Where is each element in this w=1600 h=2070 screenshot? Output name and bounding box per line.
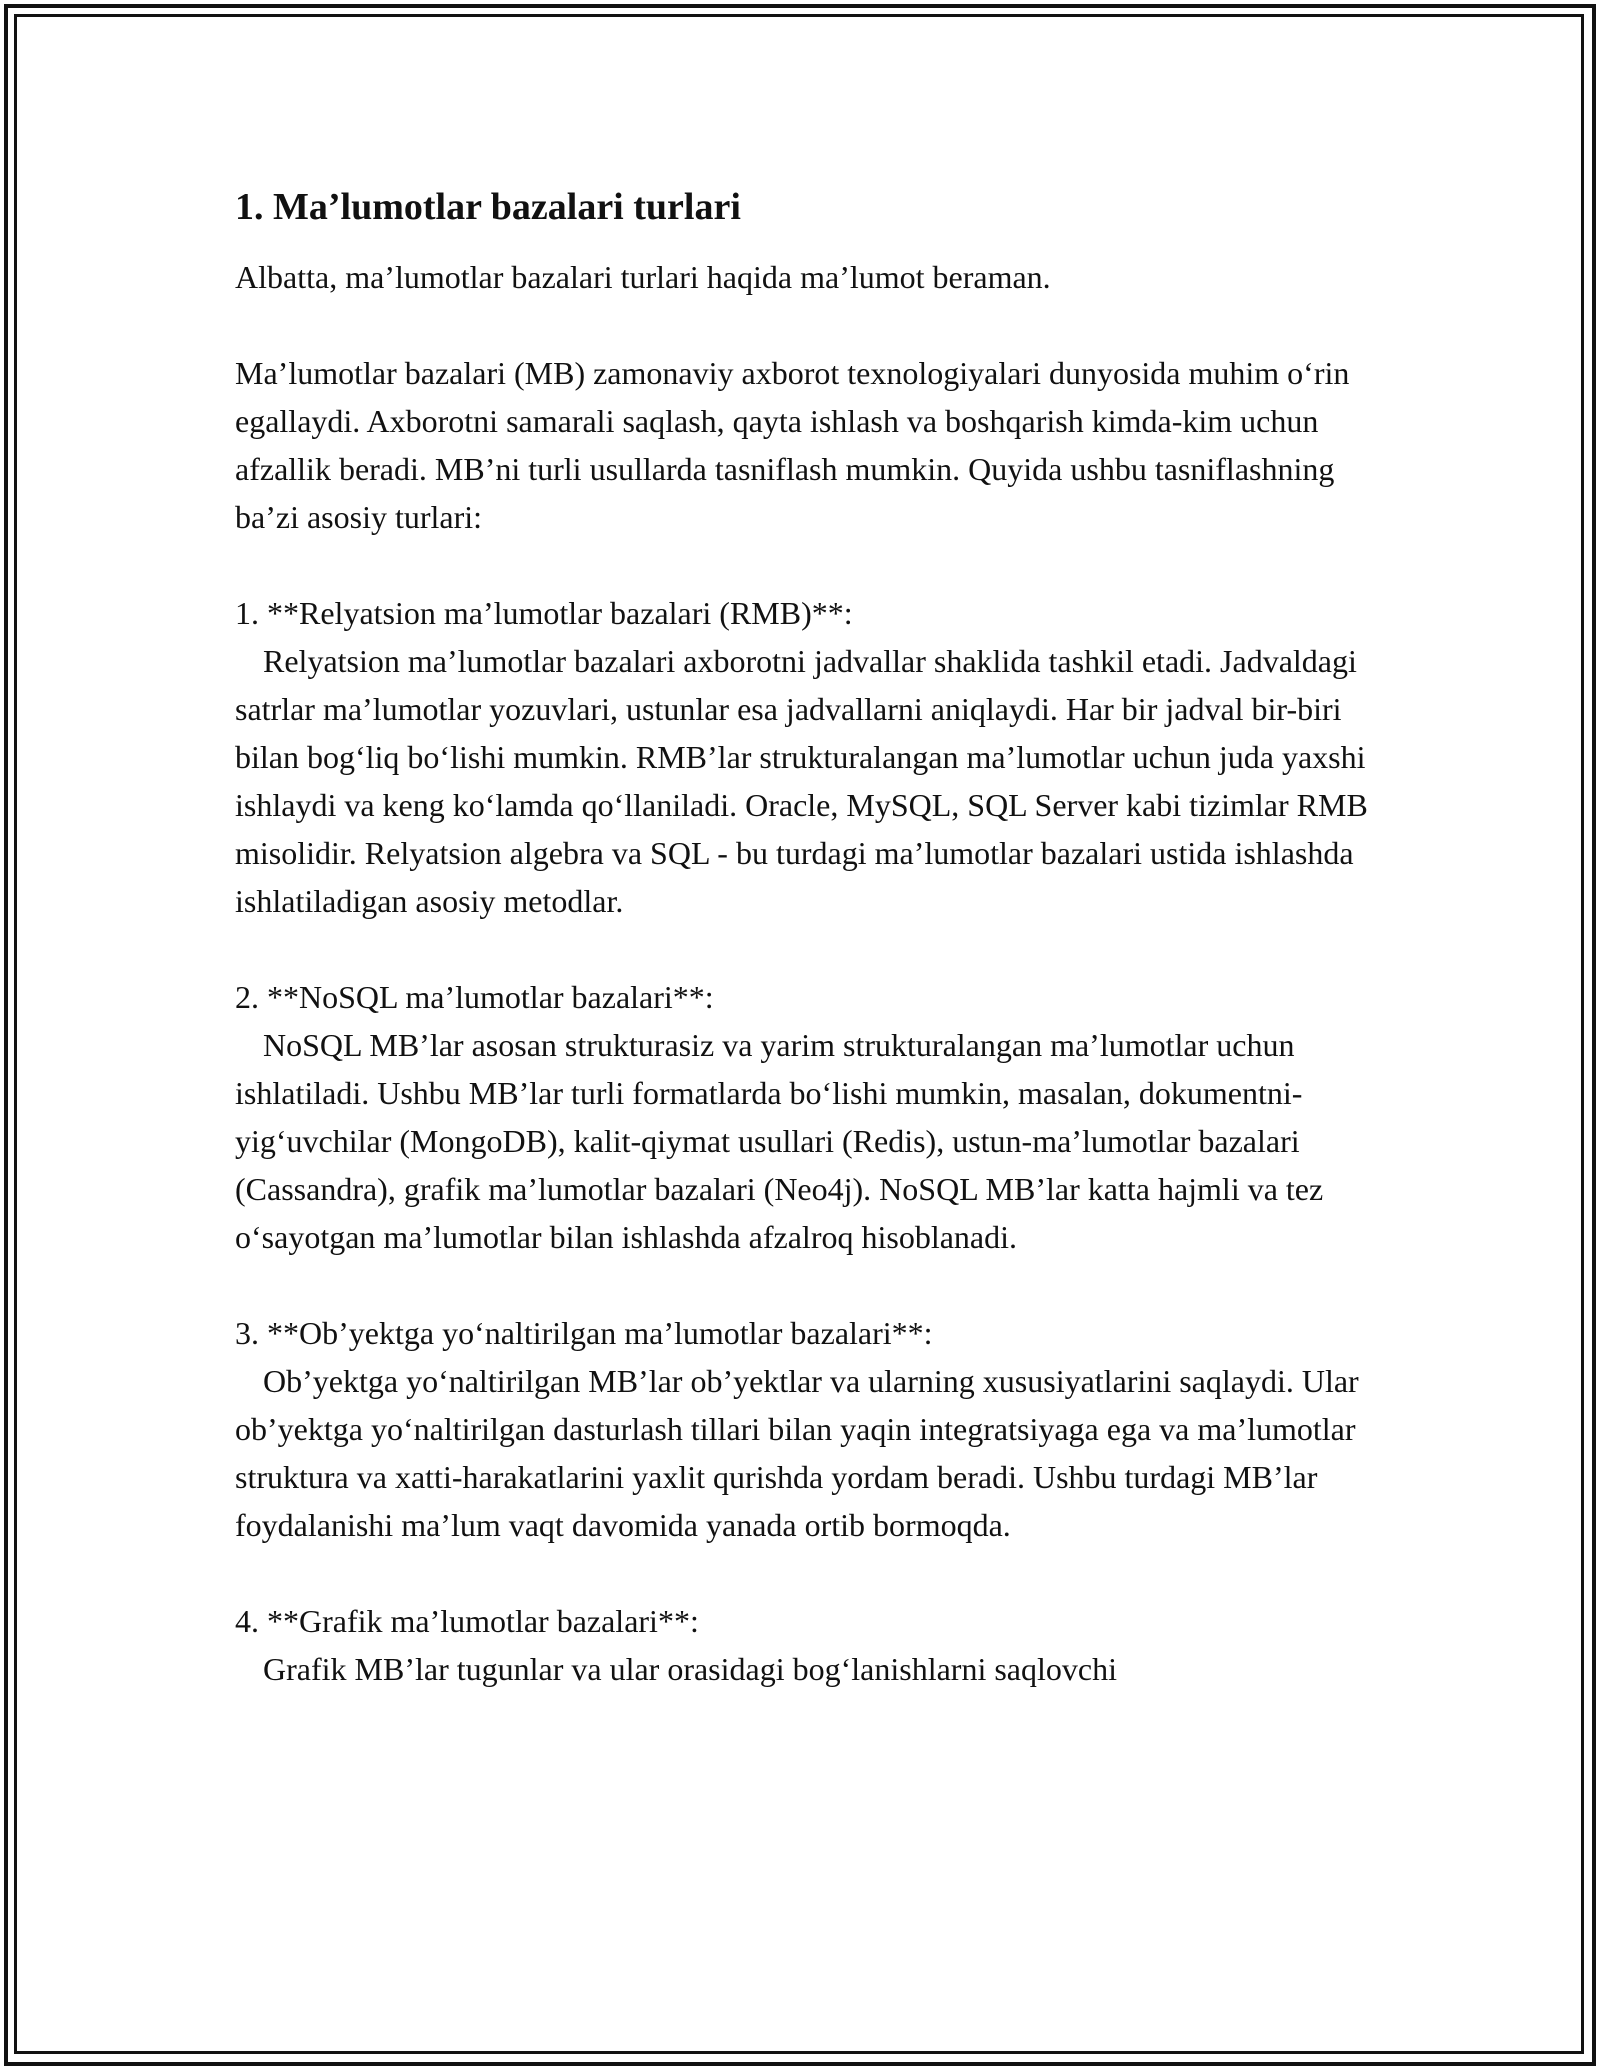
page-title: 1. Ma’lumotlar bazalari turlari [235,186,741,228]
section-graph [235,1597,1385,1693]
section-title: 3. **Ob’yektga yo‘naltirilgan ma’lumotlar bazalari**: [235,1314,933,1351]
section-object-oriented [235,1309,1385,1549]
intro-paragraph: Albatta, ma’lumotlar bazalari turlari haqida ma’lumot beraman. [235,258,1051,295]
section-title: 1. **Relyatsion ma’lumotlar bazalari (RMB)**: [235,594,853,631]
document-content [235,185,1385,1741]
section-text: NoSQL MB’lar asosan strukturasiz va yarim strukturalangan ma’lumotlar uchun ishlatiladi. Ushbu MB’lar turli formatlarda bo‘lishi mumkin, masalan, dokumentni-yig‘uvchilar (MongoDB), kalit-qiymat usullari (Redis), ustun-ma’lumotlar bazalari (Cassandra), grafik ma’lumotlar bazalari (Neo4j). NoSQL MB’lar katta hajmli va tez o‘sayotgan ma’lumotlar bilan ishlashda afzalroq hisoblanadi. [235,1026,1324,1255]
section-nosql [235,973,1385,1261]
section-text: Ob’yektga yo‘naltirilgan MB’lar ob’yektlar va ularning xususiyatlarini saqlaydi. Ular ob’yektga yo‘naltirilgan dasturlash tillari bilan yaqin integratsiyaga ega va ma’lumotlar struktura va xatti-harakatlarini yaxlit qurishda yordam beradi. Ushbu turdagi MB’lar foydalanishi ma’lum vaqt davomida yanada ortib bormoqda. [235,1362,1359,1543]
section-relational [235,589,1385,925]
section-title: 4. **Grafik ma’lumotlar bazalari**: [235,1602,699,1639]
section-title: 2. **NoSQL ma’lumotlar bazalari**: [235,978,714,1015]
overview-paragraph: Ma’lumotlar bazalari (MB) zamonaviy axborot texnologiyalari dunyosida muhim o‘rin egallaydi. Axborotni samarali saqlash, qayta ishlash va boshqarish kimda-kim uchun afzallik beradi. MB’ni turli usullarda tasniflash mumkin. Quyida ushbu tasniflashning ba’zi asosiy turlari: [235,354,1350,535]
section-text: Relyatsion ma’lumotlar bazalari axborotni jadvallar shaklida tashkil etadi. Jadvaldagi satrlar ma’lumotlar yozuvlari, ustunlar esa jadvallarni aniqlaydi. Har bir jadval bir-biri bilan bog‘liq bo‘lishi mumkin. RMB’lar strukturalangan ma’lumotlar uchun juda yaxshi ishlaydi va keng ko‘lamda qo‘llaniladi. Oracle, MySQL, SQL Server kabi tizimlar RMB misolidir. Relyatsion algebra va SQL - bu turdagi ma’lumotlar bazalari ustida ishlashda ishlatiladigan asosiy metodlar. [235,642,1368,919]
section-text: Grafik MB’lar tugunlar va ular orasidagi bog‘lanishlarni saqlovchi [263,1650,1117,1687]
